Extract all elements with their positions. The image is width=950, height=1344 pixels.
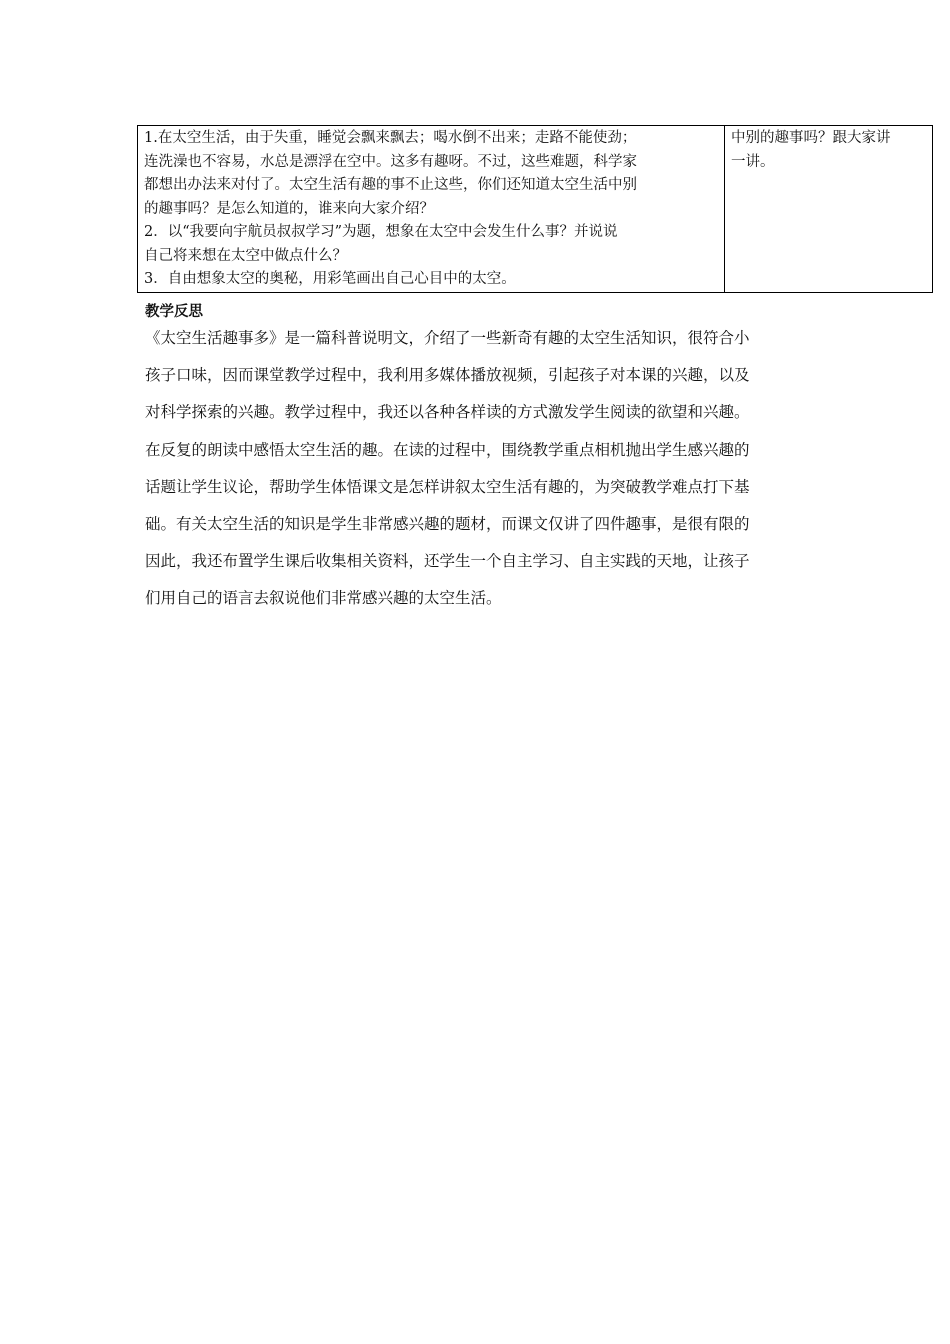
table-row: [138, 126, 933, 293]
reflection-line: 孩子口味，因而课堂教学过程中，我利用多媒体播放视频，引起孩子对本课的兴趣，以及: [145, 366, 750, 385]
activity-line: 自己将来想在太空中做点什么？: [144, 247, 347, 264]
activity-line: 的趣事吗？是怎么知道的，谁来向大家介绍？: [144, 200, 434, 217]
activity-line: 1.在太空生活，由于失重，睡觉会飘来飘去；喝水倒不出来；走路不能使劲；: [144, 130, 637, 146]
activity-line: 都想出办法来对付了。太空生活有趣的事不止这些，你们还知道太空生活中别: [144, 177, 637, 193]
reflection-paragraph: [145, 325, 815, 623]
reflection-line: 础。有关太空生活的知识是学生非常感兴趣的题材，而课文仅讲了四件趣事，是很有限的: [145, 514, 750, 533]
activity-cell: [138, 126, 725, 293]
reflection-line: 《太空生活趣事多》是一篇科普说明文，介绍了一些新奇有趣的太空生活知识，很符合小: [145, 329, 750, 347]
notes-cell: [725, 126, 933, 293]
reflection-line: 们用自己的语言去叙说他们非常感兴趣的太空生活。: [145, 589, 502, 608]
lesson-activity-table: [137, 125, 933, 293]
reflection-line: 因此，我还布置学生课后收集相关资料，还学生一个自主学习、自主实践的天地，让孩子: [145, 552, 750, 571]
reflection-line: 在反复的朗读中感悟太空生活的趣。在读的过程中，围绕教学重点相机抛出学生感兴趣的: [145, 440, 750, 459]
notes-line: 一讲。: [731, 153, 775, 170]
reflection-line: 话题让学生议论，帮助学生体悟课文是怎样讲叙太空生活有趣的，为突破教学难点打下基: [145, 477, 750, 496]
activity-line: 连洗澡也不容易，水总是漂浮在空中。这多有趣呀。不过，这些难题，科学家: [144, 153, 637, 170]
activity-line: 2．以“我要向宇航员叔叔学习”为题，想象在太空中会发生什么事？并说说: [144, 224, 618, 240]
notes-line: 中别的趣事吗？跟大家讲: [731, 130, 891, 146]
reflection-line: 对科学探索的兴趣。教学过程中，我还以各种各样读的方式激发学生阅读的欲望和兴趣。: [145, 403, 750, 422]
reflection-heading: 教学反思: [145, 304, 203, 320]
activity-line: 3．自由想象太空的奥秘，用彩笔画出自己心目中的太空。: [144, 271, 516, 287]
